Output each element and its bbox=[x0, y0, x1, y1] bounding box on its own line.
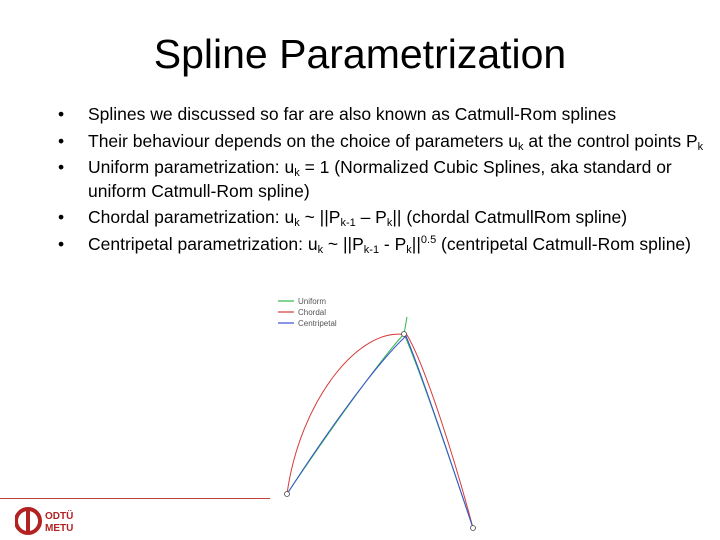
subscript: k bbox=[294, 167, 300, 179]
bullet-text: Centripetal parametrization: u bbox=[88, 233, 318, 254]
bullet-text: Chordal parametrization: u bbox=[88, 207, 295, 227]
slide-title: Spline Parametrization bbox=[153, 31, 567, 77]
legend-label: Centripetal bbox=[298, 319, 337, 328]
bullet-text: – P bbox=[355, 207, 387, 227]
control-point bbox=[285, 492, 290, 497]
subscript: k bbox=[386, 217, 393, 229]
subscript: k bbox=[518, 140, 524, 153]
bullet-text: Uniform parametrization: u bbox=[88, 157, 295, 177]
spline-comparison-figure bbox=[270, 290, 520, 538]
superscript: 0.5 bbox=[420, 233, 437, 246]
bullet-text: at the control points P bbox=[523, 130, 698, 151]
bullet-text: (centripetal Catmull-Rom spline) bbox=[436, 233, 691, 254]
bullet-text: Splines we discussed so far are also known as Catmull-Rom splines bbox=[88, 104, 617, 124]
legend-label: Chordal bbox=[298, 308, 327, 317]
bullet-text: || (chordal Catmull bbox=[392, 207, 534, 227]
subscript: k bbox=[406, 243, 412, 256]
logo-text-odtu: ODTÜ bbox=[45, 511, 74, 522]
subscript: k bbox=[317, 243, 324, 256]
bullet-item: • Splines we discussed so far are also known as Catmull-Rom splines bbox=[58, 104, 617, 124]
bullet-text: ~ ||P bbox=[323, 233, 364, 254]
bullet-item: • Uniform parametrization: $u_k = 1$ (Normalized Cubic Splines, aka standard or uniform Catmull-Rom spline) bbox=[58, 157, 672, 201]
bullet-text: - P bbox=[379, 233, 407, 254]
footer-divider bbox=[0, 498, 270, 499]
control-point bbox=[471, 526, 476, 531]
subscript: k-1 bbox=[363, 243, 380, 256]
bullet-item: • Chordal parametrization: $u_k$ ~ $||P_{k-1} - P_k||$ (chordal CatmullRom spline) bbox=[58, 207, 628, 229]
bullet-item: • Their behaviour depends on the choice of parameters $u_k$ at the control points $P_k$ bbox=[58, 130, 704, 153]
bullet-item: • Centripetal parametrization: $u_k$ ~ $||P_{k-1} - P_k||^{0.5}$ (centripetal Catmull-Rom spline) bbox=[58, 233, 691, 256]
subscript: k bbox=[697, 140, 704, 153]
subscript: k bbox=[294, 217, 300, 229]
bullet-text: Their behaviour depends on the choice of parameters u bbox=[88, 130, 518, 151]
metu-logo bbox=[15, 506, 85, 536]
control-point bbox=[402, 332, 407, 337]
figure-legend bbox=[278, 297, 337, 328]
bullet-text: Rom spline) bbox=[533, 207, 628, 227]
logo-text-metu: METU bbox=[45, 523, 74, 534]
uniform-curve bbox=[287, 334, 473, 528]
bullet-text: || bbox=[411, 233, 421, 254]
bullet-list bbox=[58, 103, 708, 259]
legend-label: Uniform bbox=[298, 297, 327, 306]
bullet-text: = 1 (Normalized Cubic Splines, aka standard or uniform Catmull-Rom spline) bbox=[88, 157, 672, 201]
subscript: k-1 bbox=[340, 217, 356, 229]
bullet-text: ~ ||P bbox=[299, 207, 341, 227]
